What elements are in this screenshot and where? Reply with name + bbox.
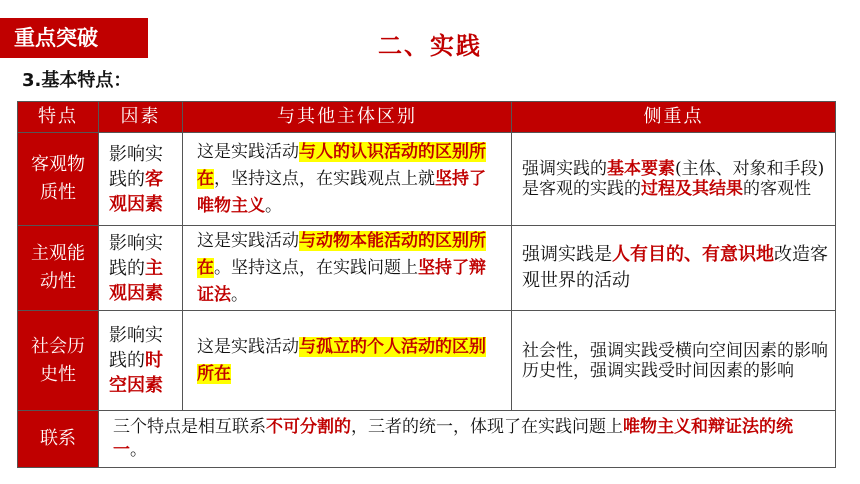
focus-text: 改造客观世界的活动 [522, 244, 828, 291]
difference-text: 这是实践活动 [197, 230, 299, 251]
table-row [18, 311, 836, 411]
focus-text: 强调实践是 [522, 244, 612, 265]
difference-text: 。 [231, 284, 248, 305]
focus-cell [512, 311, 836, 411]
feature-cell: 主观能动性 [18, 226, 99, 311]
factor-highlight: 主观因素 [109, 257, 163, 304]
link-emphasis: 不可分割的 [266, 417, 351, 437]
header-factor: 因素 [99, 102, 183, 133]
table-row [18, 133, 836, 226]
features-table [17, 101, 836, 468]
factor-text: 影响实践的 [109, 325, 163, 371]
link-text: ，三者的统一，体现了在实践问题上 [351, 417, 623, 437]
difference-highlight: 与动物本能活动的区别所在 [197, 230, 486, 278]
difference-highlight: 与人的认识活动的区别所在 [197, 141, 486, 189]
factor-text: 影响实践的 [109, 143, 163, 190]
difference-text: 这是实践活动 [197, 336, 299, 357]
focus-text: 的客观性 [743, 179, 811, 199]
factor-highlight: 客观因素 [109, 168, 163, 215]
difference-text: 这是实践活动 [197, 141, 299, 162]
link-text: 。 [130, 440, 147, 460]
link-emphasis: 唯物主义和辩证法的统一 [113, 417, 793, 460]
focus-text: 社会性，强调实践受横向空间因素的影响 [522, 340, 828, 361]
factor-cell [99, 311, 183, 411]
link-label: 联系 [18, 411, 99, 468]
difference-cell [183, 226, 512, 311]
difference-emphasis: 坚持了唯物主义 [197, 168, 486, 216]
difference-highlight: 与孤立的个人活动的区别所在 [197, 336, 486, 384]
factor-cell [99, 133, 183, 226]
factor-highlight: 时空因素 [109, 350, 163, 396]
feature-cell: 客观物质性 [18, 133, 99, 226]
factor-cell [99, 226, 183, 311]
focus-text: (主体、对象和手段)是客观的实践的 [522, 159, 825, 199]
header-difference: 与其他主体区别 [183, 102, 512, 133]
focus-emphasis: 基本要素 [607, 159, 675, 179]
focus-text: 强调实践的 [522, 159, 607, 179]
difference-cell [183, 133, 512, 226]
focus-cell [512, 226, 836, 311]
difference-cell [183, 311, 512, 411]
link-cell [99, 411, 836, 468]
header-focus: 侧重点 [512, 102, 836, 133]
table-header-row [18, 102, 836, 133]
difference-text: 。 [265, 195, 282, 216]
focus-cell [512, 133, 836, 226]
link-text: 三个特点是相互联系 [113, 417, 266, 437]
focus-emphasis: 过程及其结果 [641, 179, 743, 199]
header-feature: 特点 [18, 102, 99, 133]
table-row-link [18, 411, 836, 468]
subtitle: 3.基本特点： [22, 70, 132, 91]
focus-text: 历史性，强调实践受时间因素的影响 [522, 360, 794, 381]
section-badge: 重点突破 [0, 18, 148, 58]
factor-text: 影响实践的 [109, 232, 163, 279]
difference-text: ，坚持这点，在实践观点上就 [214, 168, 435, 189]
difference-emphasis: 坚持了辩证法 [197, 257, 486, 305]
difference-text: 。坚持这点，在实践问题上 [214, 257, 418, 278]
page-title: 二、实践 [378, 32, 482, 60]
feature-cell: 社会历史性 [18, 311, 99, 411]
table-row [18, 226, 836, 311]
focus-emphasis: 人有目的、有意识地 [612, 244, 774, 265]
